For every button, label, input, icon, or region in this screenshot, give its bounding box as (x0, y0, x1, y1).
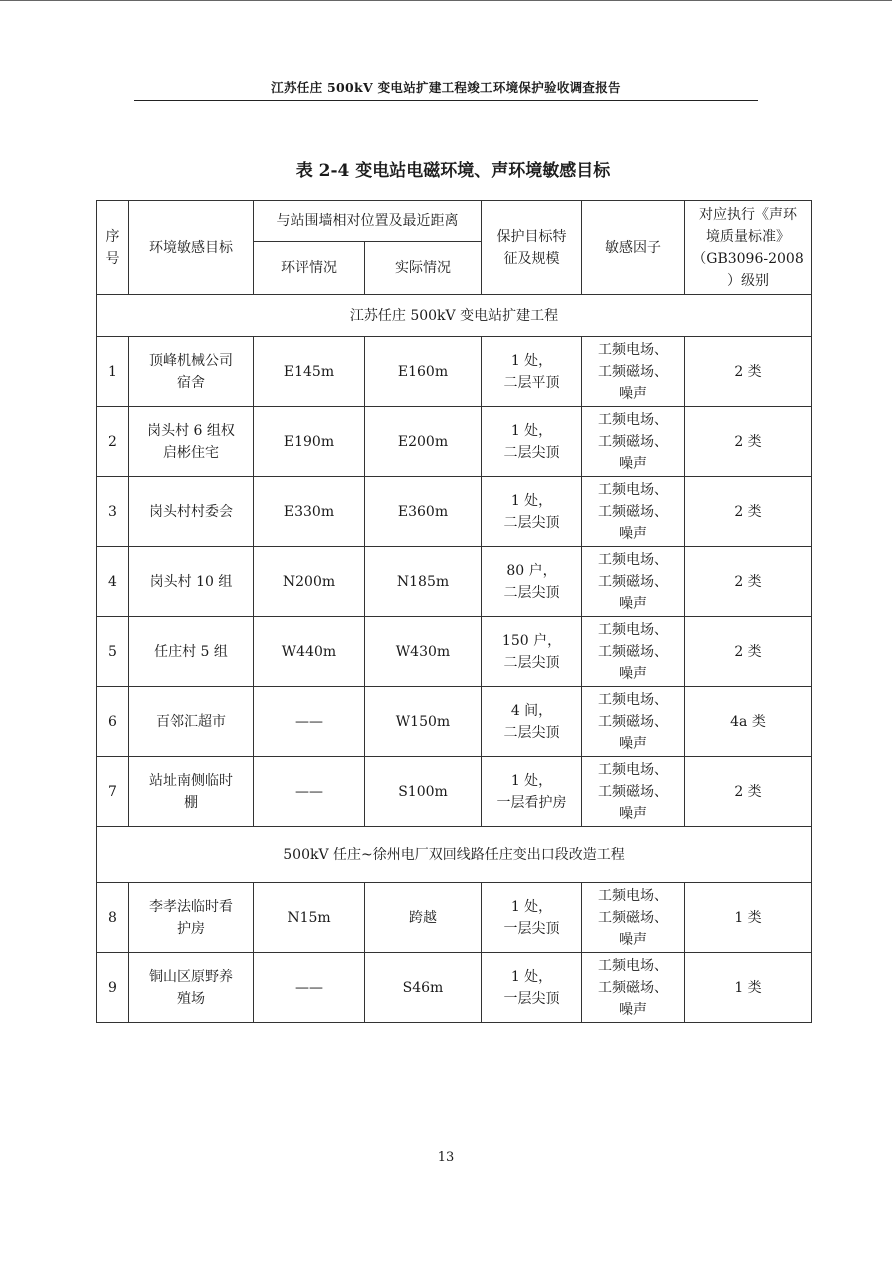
cell-eia: N200m (254, 547, 365, 617)
cell-class: 2 类 (685, 757, 812, 827)
cell-target-line: 顶峰机械公司 (149, 352, 233, 369)
cell-feature-line: 一层尖顶 (503, 990, 560, 1007)
cell-actual: E360m (365, 477, 482, 547)
cell-factor (582, 407, 685, 477)
cell-feature (482, 617, 582, 687)
cell-class: 2 类 (685, 547, 812, 617)
cell-class: 2 类 (685, 337, 812, 407)
cell-eia: —— (254, 687, 365, 757)
cell-actual: E160m (365, 337, 482, 407)
cell-factor-line: 噪声 (619, 595, 647, 612)
cell-factor-line: 工频磁场、 (598, 909, 668, 926)
cell-feature-line: 1 处， (510, 422, 553, 439)
section1-body (97, 337, 812, 827)
header-feature-line: 征及规模 (503, 250, 560, 267)
cell-no: 8 (97, 883, 129, 953)
cell-actual: W150m (365, 687, 482, 757)
header-position-group: 与站围墙相对位置及最近距离 (254, 201, 482, 242)
cell-feature-line: 二层尖顶 (503, 584, 560, 601)
header-no-line: 号 (105, 250, 120, 267)
cell-factor-line: 工频电场、 (598, 341, 668, 358)
cell-factor-line: 工频磁场、 (598, 573, 668, 590)
cell-no: 9 (97, 953, 129, 1023)
cell-no: 2 (97, 407, 129, 477)
cell-factor (582, 337, 685, 407)
cell-feature-line: 二层尖顶 (503, 514, 560, 531)
cell-factor-line: 工频电场、 (598, 761, 668, 778)
cell-factor-line: 噪声 (619, 735, 647, 752)
cell-eia: E145m (254, 337, 365, 407)
cell-feature-line: 80 户， (506, 562, 557, 579)
cell-feature (482, 547, 582, 617)
cell-feature-line: 二层尖顶 (503, 444, 560, 461)
cell-no: 5 (97, 617, 129, 687)
cell-eia: —— (254, 757, 365, 827)
cell-feature-line: 150 户， (501, 632, 562, 649)
table-row (97, 477, 812, 547)
cell-factor-line: 工频磁场、 (598, 363, 668, 380)
cell-feature-line: 二层平顶 (503, 374, 560, 391)
cell-feature-line: 1 处， (510, 772, 553, 789)
cell-target-line: 铜山区原野养 (149, 968, 233, 985)
cell-target-line: 护房 (177, 920, 205, 937)
cell-no: 1 (97, 337, 129, 407)
header-class-line: 境质量标准》 (706, 228, 790, 245)
cell-factor (582, 883, 685, 953)
table-row (97, 337, 812, 407)
cell-factor-line: 工频电场、 (598, 551, 668, 568)
header-no-line: 序 (105, 228, 120, 245)
header-no (97, 201, 129, 295)
sensitive-targets-table (96, 200, 812, 1023)
table-header-row (97, 201, 812, 242)
cell-feature-line: 1 处， (510, 492, 553, 509)
cell-actual: S46m (365, 953, 482, 1023)
section-title: 江苏任庄 500kV 变电站扩建工程 (97, 295, 812, 337)
table-row (97, 883, 812, 953)
cell-factor-line: 工频电场、 (598, 621, 668, 638)
cell-target-line: 站址南侧临时 (149, 772, 233, 789)
cell-target-line: 殖场 (177, 990, 205, 1007)
header-feature-line: 保护目标特 (496, 228, 567, 245)
cell-feature (482, 477, 582, 547)
cell-target (129, 757, 254, 827)
cell-factor-line: 工频磁场、 (598, 433, 668, 450)
cell-factor (582, 953, 685, 1023)
cell-target-line: 岗头村村委会 (149, 503, 233, 520)
cell-eia: E330m (254, 477, 365, 547)
cell-actual: S100m (365, 757, 482, 827)
cell-target (129, 953, 254, 1023)
table-title: 表 2-4 变电站电磁环境、声环境敏感目标 (295, 161, 611, 181)
header-eia: 环评情况 (254, 242, 365, 295)
cell-class: 1 类 (685, 953, 812, 1023)
cell-feature-line: 一层尖顶 (503, 920, 560, 937)
cell-factor-line: 噪声 (619, 1001, 647, 1018)
cell-target (129, 337, 254, 407)
cell-class: 4a 类 (685, 687, 812, 757)
cell-target (129, 547, 254, 617)
cell-factor (582, 687, 685, 757)
header-target: 环境敏感目标 (129, 201, 254, 295)
cell-feature-line: 二层尖顶 (503, 654, 560, 671)
cell-no: 4 (97, 547, 129, 617)
table-row (97, 953, 812, 1023)
cell-factor-line: 工频电场、 (598, 411, 668, 428)
cell-factor-line: 工频电场、 (598, 887, 668, 904)
cell-feature (482, 883, 582, 953)
cell-factor-line: 工频磁场、 (598, 979, 668, 996)
cell-factor (582, 547, 685, 617)
cell-eia: —— (254, 953, 365, 1023)
cell-factor (582, 617, 685, 687)
cell-target-line: 任庄村 5 组 (154, 643, 228, 660)
cell-class: 2 类 (685, 407, 812, 477)
cell-factor-line: 工频电场、 (598, 957, 668, 974)
cell-factor-line: 工频磁场、 (598, 643, 668, 660)
cell-target (129, 407, 254, 477)
cell-factor-line: 噪声 (619, 931, 647, 948)
cell-no: 7 (97, 757, 129, 827)
cell-target (129, 687, 254, 757)
cell-target-line: 宿舍 (177, 374, 205, 391)
cell-feature (482, 757, 582, 827)
cell-actual: 跨越 (365, 883, 482, 953)
table-row (97, 617, 812, 687)
cell-feature-line: 二层尖顶 (503, 724, 560, 741)
cell-feature-line: 1 处， (510, 968, 553, 985)
header-class-line: 对应执行《声环 (699, 206, 797, 223)
cell-no: 3 (97, 477, 129, 547)
table-row (97, 407, 812, 477)
cell-factor-line: 工频电场、 (598, 691, 668, 708)
section-row (97, 295, 812, 337)
cell-no: 6 (97, 687, 129, 757)
cell-feature-line: 4 间， (510, 702, 553, 719)
header-factor: 敏感因子 (582, 201, 685, 295)
cell-feature (482, 337, 582, 407)
cell-target-line: 岗头村 10 组 (149, 573, 233, 590)
cell-actual: N185m (365, 547, 482, 617)
table-row (97, 757, 812, 827)
cell-class: 1 类 (685, 883, 812, 953)
page-number: 13 (437, 1150, 455, 1165)
section-row (97, 827, 812, 883)
cell-feature-line: 1 处， (510, 898, 553, 915)
cell-factor-line: 工频磁场、 (598, 713, 668, 730)
cell-feature-line: 一层看护房 (496, 794, 567, 811)
cell-target-line: 岗头村 6 组权 (147, 422, 235, 439)
header-feature (482, 201, 582, 295)
cell-eia: N15m (254, 883, 365, 953)
cell-feature (482, 687, 582, 757)
table-row (97, 687, 812, 757)
cell-actual: E200m (365, 407, 482, 477)
cell-actual: W430m (365, 617, 482, 687)
cell-factor-line: 噪声 (619, 385, 647, 402)
cell-factor-line: 工频磁场、 (598, 783, 668, 800)
cell-factor-line: 噪声 (619, 455, 647, 472)
cell-factor-line: 噪声 (619, 525, 647, 542)
cell-eia: E190m (254, 407, 365, 477)
cell-feature (482, 407, 582, 477)
cell-factor-line: 噪声 (619, 665, 647, 682)
section-title: 500kV 任庄~徐州电厂双回线路任庄变出口段改造工程 (97, 827, 812, 883)
header-actual: 实际情况 (365, 242, 482, 295)
cell-feature-line: 1 处， (510, 352, 553, 369)
cell-target (129, 883, 254, 953)
cell-factor-line: 工频电场、 (598, 481, 668, 498)
cell-target-line: 李孝法临时看 (149, 898, 233, 915)
section2-body (97, 883, 812, 1023)
running-header: 江苏任庄 500kV 变电站扩建工程竣工环境保护验收调查报告 (271, 80, 621, 95)
cell-factor (582, 477, 685, 547)
cell-class: 2 类 (685, 477, 812, 547)
page-top-border (0, 0, 892, 1)
cell-target (129, 617, 254, 687)
cell-eia: W440m (254, 617, 365, 687)
cell-target (129, 477, 254, 547)
cell-feature (482, 953, 582, 1023)
cell-target-line: 百邻汇超市 (156, 713, 226, 730)
header-class (685, 201, 812, 295)
cell-target-line: 启彬住宅 (163, 444, 219, 461)
cell-class: 2 类 (685, 617, 812, 687)
cell-factor (582, 757, 685, 827)
table-row (97, 547, 812, 617)
header-class-line: ）级别 (727, 272, 769, 289)
header-rule (134, 100, 758, 101)
header-class-line: （GB3096-2008 (692, 250, 804, 267)
cell-factor-line: 噪声 (619, 805, 647, 822)
cell-factor-line: 工频磁场、 (598, 503, 668, 520)
cell-target-line: 棚 (184, 794, 198, 811)
